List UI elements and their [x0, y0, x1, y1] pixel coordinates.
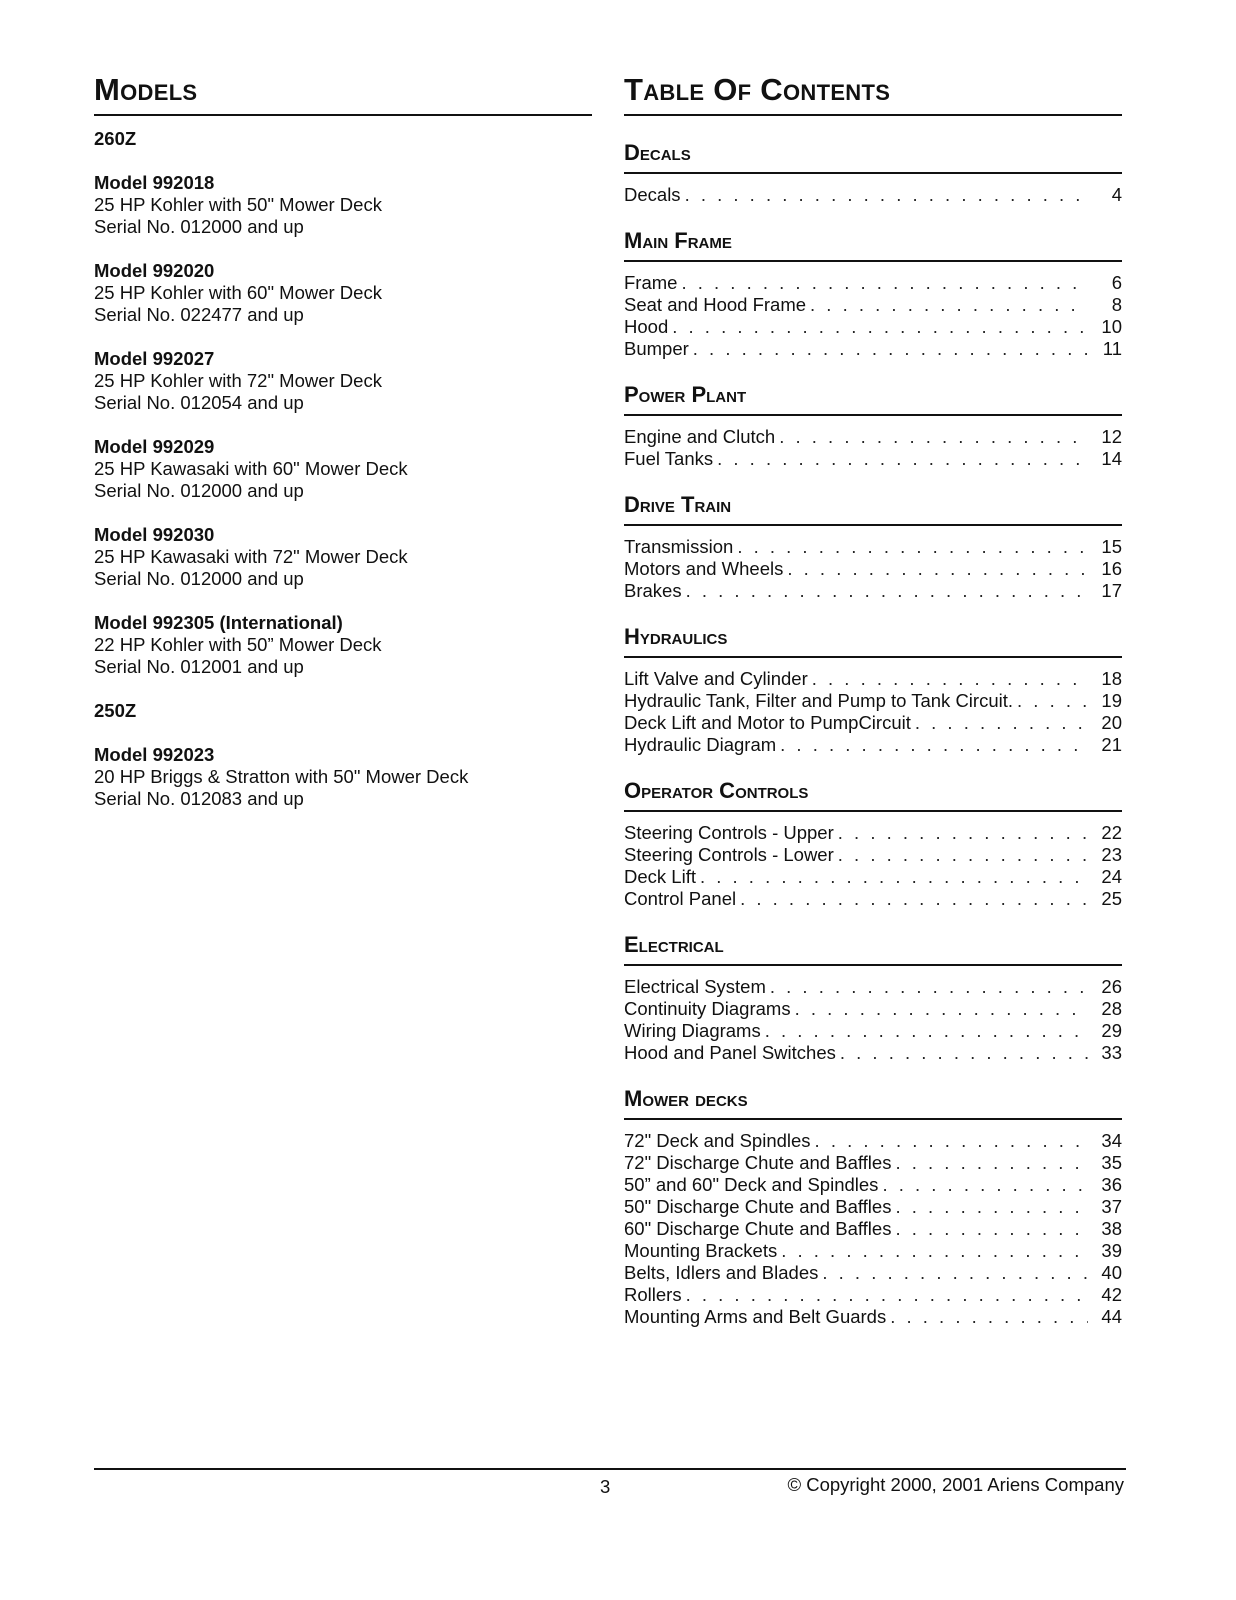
toc-entry-title: Engine and Clutch — [624, 426, 776, 447]
toc-entry — [624, 426, 1122, 448]
dot-leader — [681, 272, 1088, 294]
toc-entry-page: 14 — [1101, 448, 1122, 469]
dot-leader — [810, 294, 1088, 316]
dot-leader — [838, 822, 1088, 844]
model-entry — [94, 744, 592, 810]
dot-leader — [693, 338, 1088, 360]
dot-leader — [838, 844, 1088, 866]
model-group-label: 250Z — [94, 700, 137, 721]
toc-entry-title: Wiring Diagrams — [624, 1020, 761, 1041]
model-entry — [94, 348, 592, 414]
toc-entry-title: Deck Lift — [624, 866, 696, 887]
toc-entry-title: Transmission — [624, 536, 734, 557]
toc-heading: Table Of Contents — [624, 72, 1122, 116]
toc-entry-title: Seat and Hood Frame — [624, 294, 807, 315]
toc-entry — [624, 1306, 1122, 1328]
dot-leader — [795, 998, 1088, 1020]
toc-entry-list — [624, 976, 1122, 1064]
toc-entry-page: 44 — [1101, 1306, 1122, 1327]
dot-leader — [740, 888, 1088, 910]
toc-entry-page: 39 — [1101, 1240, 1122, 1261]
toc-entry — [624, 1218, 1122, 1240]
toc-entry-title: Electrical System — [624, 976, 766, 997]
toc-entry-list — [624, 426, 1122, 470]
toc-entry — [624, 690, 1122, 712]
model-serial: Serial No. 012000 and up — [94, 480, 304, 501]
dot-leader — [765, 1020, 1088, 1042]
toc-entry-title: Mounting Arms and Belt Guards — [624, 1306, 887, 1327]
model-title: Model 992029 — [94, 436, 215, 457]
toc-entry — [624, 316, 1122, 338]
dot-leader — [815, 1130, 1088, 1152]
toc-entry-page: 15 — [1101, 536, 1122, 557]
models-heading: Models — [94, 72, 592, 116]
model-group-label: 260Z — [94, 128, 137, 149]
toc-entry-list — [624, 1130, 1122, 1328]
toc-entry — [624, 888, 1122, 910]
model-description: 25 HP Kawasaki with 72" Mower Deck — [94, 546, 408, 567]
toc-entry — [624, 844, 1122, 866]
toc-entry-page: 42 — [1101, 1284, 1122, 1305]
dot-leader — [787, 558, 1088, 580]
toc-section-heading: Decals — [624, 140, 1122, 174]
model-serial: Serial No. 022477 and up — [94, 304, 304, 325]
model-title: Model 992020 — [94, 260, 215, 281]
toc-entry — [624, 448, 1122, 470]
model-serial: Serial No. 012001 and up — [94, 656, 304, 677]
toc-section-heading: Operator Controls — [624, 778, 1122, 812]
dot-leader — [915, 712, 1088, 734]
toc-entry — [624, 1196, 1122, 1218]
toc-entry-list — [624, 668, 1122, 756]
toc-entry — [624, 1130, 1122, 1152]
toc-entry-title: 72" Deck and Spindles — [624, 1130, 811, 1151]
model-title: Model 992018 — [94, 172, 215, 193]
toc-entry-title: Frame — [624, 272, 678, 293]
toc-entry-page: 19 — [1101, 690, 1122, 711]
model-description: 25 HP Kohler with 60" Mower Deck — [94, 282, 382, 303]
dot-leader — [840, 1042, 1088, 1064]
toc-entry-title: Hood — [624, 316, 669, 337]
model-entry — [94, 172, 592, 238]
copyright-notice: © Copyright 2000, 2001 Ariens Company — [787, 1474, 1124, 1495]
toc-entry-title: Steering Controls - Lower — [624, 844, 834, 865]
dot-leader — [895, 1196, 1088, 1218]
toc-entry-page: 18 — [1101, 668, 1122, 689]
toc-section-heading: Drive Train — [624, 492, 1122, 526]
toc-entry — [624, 1262, 1122, 1284]
toc-entry-page: 38 — [1101, 1218, 1122, 1239]
toc-entry — [624, 866, 1122, 888]
model-description: 25 HP Kohler with 50" Mower Deck — [94, 194, 382, 215]
toc-entry-page: 11 — [1102, 338, 1122, 359]
model-entry — [94, 436, 592, 502]
dot-leader — [882, 1174, 1088, 1196]
toc-entry-page: 23 — [1101, 844, 1122, 865]
toc-entry — [624, 712, 1122, 734]
toc-entry — [624, 822, 1122, 844]
toc-entry — [624, 294, 1122, 316]
model-entry — [94, 260, 592, 326]
model-description: 25 HP Kawasaki with 60" Mower Deck — [94, 458, 408, 479]
toc-entry-title: 60" Discharge Chute and Baffles — [624, 1218, 892, 1239]
toc-entry-page: 22 — [1101, 822, 1122, 843]
toc-entry-list — [624, 184, 1122, 206]
toc-entry-title: Hydraulic Tank, Filter and Pump to Tank Circuit. — [624, 690, 1014, 711]
toc-entry-page: 4 — [1111, 184, 1122, 205]
model-title: Model 992027 — [94, 348, 215, 369]
toc-entry — [624, 1020, 1122, 1042]
footer-rule — [94, 1468, 1126, 1470]
dot-leader — [895, 1152, 1088, 1174]
toc-entry — [624, 1042, 1122, 1064]
toc-entry-page: 34 — [1101, 1130, 1122, 1151]
dot-leader — [822, 1262, 1088, 1284]
toc-entry-title: Deck Lift and Motor to PumpCircuit — [624, 712, 911, 733]
dot-leader — [781, 1240, 1088, 1262]
models-column — [94, 72, 592, 810]
toc-entry-title: Bumper — [624, 338, 689, 359]
dot-leader — [1017, 690, 1088, 712]
toc-entry-page: 12 — [1101, 426, 1122, 447]
model-serial: Serial No. 012083 and up — [94, 788, 304, 809]
model-entry — [94, 524, 592, 590]
dot-leader — [686, 1284, 1088, 1306]
model-description: 25 HP Kohler with 72" Mower Deck — [94, 370, 382, 391]
toc-entry-page: 26 — [1101, 976, 1122, 997]
toc-entry-title: 72" Discharge Chute and Baffles — [624, 1152, 892, 1173]
toc-entry-page: 35 — [1101, 1152, 1122, 1173]
toc-sections — [624, 140, 1122, 1328]
toc-entry — [624, 1174, 1122, 1196]
toc-section-heading: Power Plant — [624, 382, 1122, 416]
toc-entry-page: 8 — [1111, 294, 1122, 315]
toc-entry — [624, 272, 1122, 294]
toc-entry — [624, 184, 1122, 206]
toc-entry-title: Hydraulic Diagram — [624, 734, 777, 755]
dot-leader — [685, 184, 1088, 206]
toc-entry — [624, 1152, 1122, 1174]
toc-entry-page: 25 — [1101, 888, 1122, 909]
dot-leader — [686, 580, 1088, 602]
toc-entry-page: 20 — [1101, 712, 1122, 733]
toc-entry — [624, 734, 1122, 756]
toc-entry-title: Brakes — [624, 580, 682, 601]
toc-entry-title: Control Panel — [624, 888, 737, 909]
dot-leader — [717, 448, 1088, 470]
toc-entry — [624, 580, 1122, 602]
toc-section-heading: Electrical — [624, 932, 1122, 966]
toc-entry-page: 24 — [1101, 866, 1122, 887]
model-serial: Serial No. 012054 and up — [94, 392, 304, 413]
toc-entry-title: 50” and 60" Deck and Spindles — [624, 1174, 879, 1195]
toc-entry-page: 10 — [1101, 316, 1122, 337]
dot-leader — [890, 1306, 1088, 1328]
toc-entry — [624, 998, 1122, 1020]
dot-leader — [737, 536, 1088, 558]
model-description: 20 HP Briggs & Stratton with 50" Mower Deck — [94, 766, 469, 787]
toc-entry-page: 21 — [1101, 734, 1122, 755]
toc-entry-title: Motors and Wheels — [624, 558, 784, 579]
model-serial: Serial No. 012000 and up — [94, 568, 304, 589]
toc-entry-list — [624, 536, 1122, 602]
dot-leader — [770, 976, 1088, 998]
model-title: Model 992023 — [94, 744, 215, 765]
toc-entry-page: 37 — [1101, 1196, 1122, 1217]
dot-leader — [812, 668, 1088, 690]
toc-entry — [624, 976, 1122, 998]
dot-leader — [895, 1218, 1088, 1240]
toc-entry-title: Decals — [624, 184, 681, 205]
dot-leader — [672, 316, 1088, 338]
toc-entry-title: 50" Discharge Chute and Baffles — [624, 1196, 892, 1217]
dot-leader — [780, 734, 1088, 756]
model-serial: Serial No. 012000 and up — [94, 216, 304, 237]
toc-entry-page: 16 — [1101, 558, 1122, 579]
toc-entry-page: 17 — [1101, 580, 1122, 601]
toc-entry-page: 40 — [1101, 1262, 1122, 1283]
dot-leader — [700, 866, 1088, 888]
toc-entry-page: 36 — [1101, 1174, 1122, 1195]
toc-section-heading: Mower decks — [624, 1086, 1122, 1120]
model-title: Model 992030 — [94, 524, 215, 545]
toc-entry — [624, 536, 1122, 558]
model-entry — [94, 612, 592, 678]
toc-entry-title: Rollers — [624, 1284, 682, 1305]
toc-entry-page: 33 — [1101, 1042, 1122, 1063]
toc-entry-title: Steering Controls - Upper — [624, 822, 834, 843]
toc-entry-page: 6 — [1111, 272, 1122, 293]
toc-entry-page: 28 — [1101, 998, 1122, 1019]
toc-entry — [624, 668, 1122, 690]
toc-entry-list — [624, 822, 1122, 910]
toc-entry-page: 29 — [1101, 1020, 1122, 1041]
toc-entry-title: Fuel Tanks — [624, 448, 714, 469]
model-description: 22 HP Kohler with 50” Mower Deck — [94, 634, 382, 655]
toc-entry — [624, 1284, 1122, 1306]
toc-entry-title: Mounting Brackets — [624, 1240, 778, 1261]
models-list — [94, 128, 592, 810]
toc-entry-title: Belts, Idlers and Blades — [624, 1262, 819, 1283]
toc-entry-list — [624, 272, 1122, 360]
toc-entry-title: Hood and Panel Switches — [624, 1042, 836, 1063]
dot-leader — [779, 426, 1088, 448]
toc-entry — [624, 1240, 1122, 1262]
toc-section-heading: Main Frame — [624, 228, 1122, 262]
model-title: Model 992305 (International) — [94, 612, 343, 633]
toc-entry-title: Lift Valve and Cylinder — [624, 668, 808, 689]
toc-entry — [624, 338, 1122, 360]
toc-entry-title: Continuity Diagrams — [624, 998, 791, 1019]
page-number: 3 — [600, 1476, 611, 1497]
toc-column — [624, 72, 1122, 1328]
toc-section-heading: Hydraulics — [624, 624, 1122, 658]
toc-entry — [624, 558, 1122, 580]
